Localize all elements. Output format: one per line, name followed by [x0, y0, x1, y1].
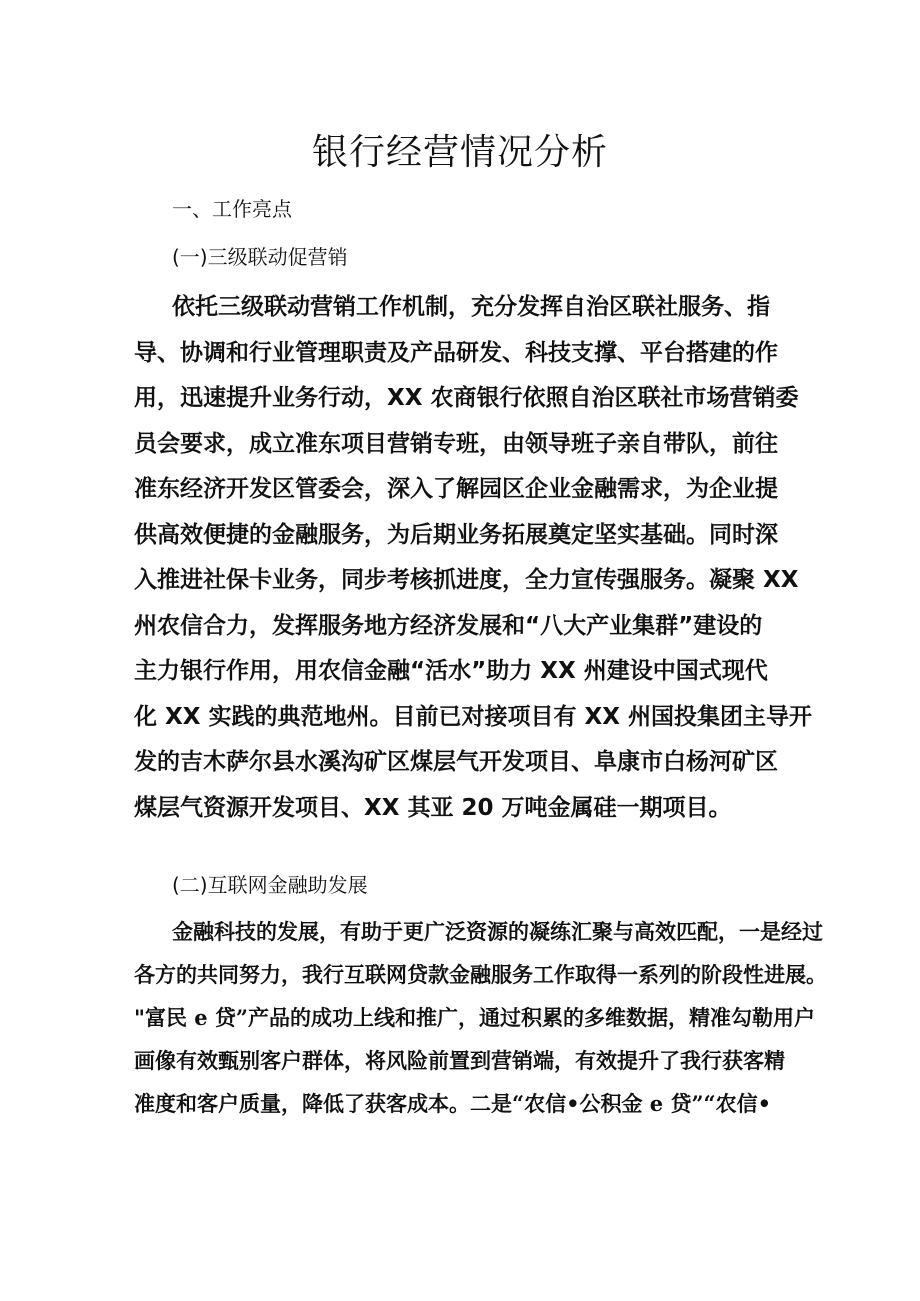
- text-line: 准度和客户质量，降低了获客成本。二是“农信•公积金 e 贷”“农信•: [134, 1091, 772, 1116]
- text-line: 依托三级联动营销工作机制，充分发挥自治区联社服务、指: [172, 294, 770, 320]
- text-line: 供高效便捷的金融服务，为后期业务拓展奠定坚实基础。同时深: [134, 521, 778, 548]
- text-line: 准东经济开发区管委会，深入了解园区企业金融需求，为企业提: [134, 476, 778, 502]
- text-line: 州农信合力，发挥服务地方经济发展和“八大产业集群”建设的: [134, 612, 763, 639]
- subsection-heading-internet-finance: (二)互联网金融助发展: [172, 873, 368, 897]
- text-line: 化 XX 实践的典范地州。目前已对接项目有 XX 州国投集团主导开: [134, 703, 812, 730]
- text-line: 主力银行作用，用农信金融“活水”助力 XX 州建设中国式现代: [134, 658, 768, 684]
- text-line: 发的吉木萨尔县水溪沟矿区煤层气开发项目、阜康市白杨河矿区: [134, 749, 778, 775]
- subsection-heading-three-level-marketing: (一)三级联动促营销: [172, 245, 348, 269]
- document-title: 银行经营情况分析: [311, 132, 608, 173]
- text-line: 各方的共同努力，我行互联网贷款金融服务工作取得一系列的阶段性进展。: [134, 962, 827, 987]
- text-line: 煤层气资源开发项目、XX 其亚 20 万吨金属硅一期项目。: [134, 794, 732, 821]
- text-line: 画像有效甄别客户群体，将风险前置到营销端，有效提升了我行获客精: [134, 1048, 785, 1073]
- paragraph-internet-finance: [134, 910, 827, 1125]
- text-line: 金融科技的发展，有助于更广泛资源的凝练汇聚与高效匹配，一是经过: [172, 919, 823, 944]
- paragraph-three-level-marketing: [134, 285, 824, 831]
- text-line: 入推进社保卡业务，同步考核抓进度，全力宣传强服务。凝聚 XX: [134, 567, 799, 593]
- text-line: "富民 e 贷”产品的成功上线和推广，通过积累的多维数据，精准勾勒用户: [134, 1005, 816, 1030]
- text-line: 导、协调和行业管理职责及产品研发、科技支撑、平台搭建的作: [134, 339, 778, 366]
- text-line: 员会要求，成立准东项目营销专班，由领导班子亲自带队，前往: [134, 430, 778, 457]
- text-line: 用，迅速提升业务行动，XX 农商银行依照自治区联社市场营销委: [134, 385, 799, 411]
- section-heading-work-highlights: 一、工作亮点: [172, 197, 292, 221]
